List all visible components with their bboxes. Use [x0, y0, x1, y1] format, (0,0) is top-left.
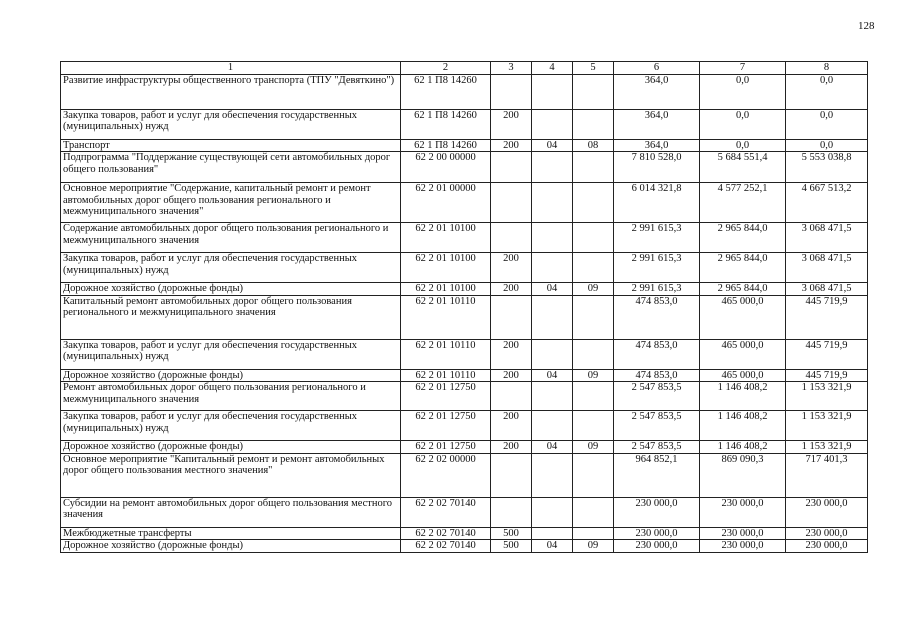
type-cell: 500	[491, 527, 532, 540]
description-cell: Подпрограмма "Поддержание существующей сети автомобильных дорог общего пользования"	[61, 152, 401, 183]
subsection-cell	[573, 152, 614, 183]
value-col7-cell: 4 577 252,1	[700, 183, 786, 223]
type-cell	[491, 382, 532, 411]
header-col-2: 2	[401, 62, 491, 75]
value-col7-cell: 0,0	[700, 109, 786, 139]
header-col-8: 8	[786, 62, 868, 75]
section-cell: 04	[532, 283, 573, 296]
value-col7-cell: 465 000,0	[700, 339, 786, 369]
code-cell: 62 2 01 10110	[401, 339, 491, 369]
code-cell: 62 2 02 70140	[401, 527, 491, 540]
value-col7-cell: 465 000,0	[700, 295, 786, 339]
section-cell	[532, 497, 573, 527]
table-row	[61, 74, 868, 109]
subsection-cell	[573, 109, 614, 139]
table-row	[61, 223, 868, 253]
description-cell: Ремонт автомобильных дорог общего пользования регионального и межмуниципального значения	[61, 382, 401, 411]
description-cell: Закупка товаров, работ и услуг для обеспечения государственных (муниципальных) нужд	[61, 253, 401, 283]
table-row	[61, 339, 868, 369]
section-cell	[532, 295, 573, 339]
description-cell: Основное мероприятие "Капитальный ремонт и ремонт автомобильных дорог общего пользования местного значения"	[61, 453, 401, 497]
value-col6-cell: 2 991 615,3	[614, 223, 700, 253]
section-cell	[532, 453, 573, 497]
value-col8-cell: 1 153 321,9	[786, 441, 868, 454]
code-cell: 62 2 01 10100	[401, 223, 491, 253]
value-col8-cell: 3 068 471,5	[786, 283, 868, 296]
type-cell: 200	[491, 339, 532, 369]
value-col6-cell: 230 000,0	[614, 540, 700, 553]
header-col-4: 4	[532, 62, 573, 75]
value-col7-cell: 0,0	[700, 139, 786, 152]
code-cell: 62 2 02 00000	[401, 453, 491, 497]
code-cell: 62 2 01 10110	[401, 295, 491, 339]
type-cell: 200	[491, 369, 532, 382]
value-col7-cell: 869 090,3	[700, 453, 786, 497]
value-col7-cell: 1 146 408,2	[700, 411, 786, 441]
value-col8-cell: 3 068 471,5	[786, 253, 868, 283]
code-cell: 62 1 П8 14260	[401, 109, 491, 139]
page-number: 128	[858, 20, 875, 32]
table-row	[61, 453, 868, 497]
value-col8-cell: 3 068 471,5	[786, 223, 868, 253]
value-col6-cell: 474 853,0	[614, 369, 700, 382]
table-row	[61, 527, 868, 540]
table-row	[61, 369, 868, 382]
subsection-cell	[573, 339, 614, 369]
code-cell: 62 2 01 00000	[401, 183, 491, 223]
section-cell: 04	[532, 139, 573, 152]
value-col7-cell: 1 146 408,2	[700, 382, 786, 411]
description-cell: Развитие инфраструктуры общественного транспорта (ТПУ "Девяткино")	[61, 74, 401, 109]
value-col8-cell: 0,0	[786, 139, 868, 152]
value-col7-cell: 2 965 844,0	[700, 223, 786, 253]
value-col6-cell: 6 014 321,8	[614, 183, 700, 223]
subsection-cell: 08	[573, 139, 614, 152]
type-cell	[491, 223, 532, 253]
table-row	[61, 183, 868, 223]
type-cell: 200	[491, 411, 532, 441]
value-col6-cell: 7 810 528,0	[614, 152, 700, 183]
table-row	[61, 139, 868, 152]
value-col7-cell: 465 000,0	[700, 369, 786, 382]
table-row	[61, 497, 868, 527]
value-col8-cell: 5 553 038,8	[786, 152, 868, 183]
subsection-cell	[573, 497, 614, 527]
type-cell	[491, 453, 532, 497]
table-row	[61, 411, 868, 441]
value-col7-cell: 5 684 551,4	[700, 152, 786, 183]
value-col6-cell: 230 000,0	[614, 497, 700, 527]
header-col-5: 5	[573, 62, 614, 75]
value-col7-cell: 1 146 408,2	[700, 441, 786, 454]
value-col8-cell: 0,0	[786, 74, 868, 109]
type-cell: 200	[491, 441, 532, 454]
subsection-cell	[573, 411, 614, 441]
value-col8-cell: 4 667 513,2	[786, 183, 868, 223]
header-col-7: 7	[700, 62, 786, 75]
subsection-cell	[573, 253, 614, 283]
description-cell: Капитальный ремонт автомобильных дорог общего пользования регионального и межмуниципального значения	[61, 295, 401, 339]
subsection-cell: 09	[573, 540, 614, 553]
value-col8-cell: 1 153 321,9	[786, 411, 868, 441]
description-cell: Закупка товаров, работ и услуг для обеспечения государственных (муниципальных) нужд	[61, 339, 401, 369]
code-cell: 62 2 01 10100	[401, 253, 491, 283]
section-cell: 04	[532, 369, 573, 382]
section-cell	[532, 253, 573, 283]
section-cell	[532, 74, 573, 109]
value-col6-cell: 2 547 853,5	[614, 382, 700, 411]
table-row	[61, 540, 868, 553]
header-row	[61, 62, 868, 75]
table-row	[61, 382, 868, 411]
value-col6-cell: 230 000,0	[614, 527, 700, 540]
code-cell: 62 2 01 12750	[401, 441, 491, 454]
value-col7-cell: 0,0	[700, 74, 786, 109]
subsection-cell	[573, 74, 614, 109]
type-cell: 200	[491, 139, 532, 152]
section-cell: 04	[532, 540, 573, 553]
value-col6-cell: 364,0	[614, 109, 700, 139]
subsection-cell	[573, 223, 614, 253]
code-cell: 62 1 П8 14260	[401, 139, 491, 152]
description-cell: Дорожное хозяйство (дорожные фонды)	[61, 441, 401, 454]
header-col-3: 3	[491, 62, 532, 75]
description-cell: Дорожное хозяйство (дорожные фонды)	[61, 540, 401, 553]
description-cell: Дорожное хозяйство (дорожные фонды)	[61, 369, 401, 382]
code-cell: 62 2 00 00000	[401, 152, 491, 183]
section-cell	[532, 183, 573, 223]
value-col8-cell: 445 719,9	[786, 339, 868, 369]
section-cell	[532, 223, 573, 253]
type-cell: 200	[491, 283, 532, 296]
header-col-1: 1	[61, 62, 401, 75]
budget-table	[60, 61, 868, 553]
table-row	[61, 283, 868, 296]
value-col6-cell: 474 853,0	[614, 295, 700, 339]
value-col6-cell: 964 852,1	[614, 453, 700, 497]
table-row	[61, 253, 868, 283]
section-cell	[532, 527, 573, 540]
value-col7-cell: 230 000,0	[700, 527, 786, 540]
code-cell: 62 2 02 70140	[401, 540, 491, 553]
description-cell: Основное мероприятие "Содержание, капитальный ремонт и ремонт автомобильных дорог общего пользования регионального и межмуниципального значения"	[61, 183, 401, 223]
type-cell	[491, 74, 532, 109]
value-col8-cell: 0,0	[786, 109, 868, 139]
value-col6-cell: 2 547 853,5	[614, 441, 700, 454]
type-cell: 200	[491, 253, 532, 283]
value-col7-cell: 2 965 844,0	[700, 283, 786, 296]
table-body	[61, 62, 868, 553]
section-cell	[532, 382, 573, 411]
description-cell: Транспорт	[61, 139, 401, 152]
value-col6-cell: 2 991 615,3	[614, 253, 700, 283]
value-col8-cell: 1 153 321,9	[786, 382, 868, 411]
type-cell: 200	[491, 109, 532, 139]
value-col8-cell: 230 000,0	[786, 497, 868, 527]
value-col8-cell: 445 719,9	[786, 369, 868, 382]
subsection-cell	[573, 295, 614, 339]
table-row	[61, 441, 868, 454]
value-col6-cell: 2 547 853,5	[614, 411, 700, 441]
subsection-cell	[573, 183, 614, 223]
code-cell: 62 1 П8 14260	[401, 74, 491, 109]
subsection-cell	[573, 453, 614, 497]
value-col8-cell: 230 000,0	[786, 527, 868, 540]
description-cell: Дорожное хозяйство (дорожные фонды)	[61, 283, 401, 296]
value-col6-cell: 474 853,0	[614, 339, 700, 369]
subsection-cell	[573, 527, 614, 540]
description-cell: Межбюджетные трансферты	[61, 527, 401, 540]
table-row	[61, 109, 868, 139]
subsection-cell: 09	[573, 283, 614, 296]
value-col7-cell: 230 000,0	[700, 497, 786, 527]
type-cell	[491, 152, 532, 183]
value-col8-cell: 717 401,3	[786, 453, 868, 497]
code-cell: 62 2 01 12750	[401, 411, 491, 441]
code-cell: 62 2 01 10100	[401, 283, 491, 296]
value-col8-cell: 445 719,9	[786, 295, 868, 339]
description-cell: Содержание автомобильных дорог общего пользования регионального и межмуниципального значения	[61, 223, 401, 253]
subsection-cell: 09	[573, 441, 614, 454]
value-col7-cell: 2 965 844,0	[700, 253, 786, 283]
value-col7-cell: 230 000,0	[700, 540, 786, 553]
section-cell	[532, 109, 573, 139]
code-cell: 62 2 01 12750	[401, 382, 491, 411]
value-col8-cell: 230 000,0	[786, 540, 868, 553]
code-cell: 62 2 02 70140	[401, 497, 491, 527]
subsection-cell	[573, 382, 614, 411]
table-row	[61, 295, 868, 339]
type-cell	[491, 497, 532, 527]
type-cell	[491, 295, 532, 339]
section-cell: 04	[532, 441, 573, 454]
description-cell: Закупка товаров, работ и услуг для обеспечения государственных (муниципальных) нужд	[61, 109, 401, 139]
value-col6-cell: 2 991 615,3	[614, 283, 700, 296]
code-cell: 62 2 01 10110	[401, 369, 491, 382]
description-cell: Субсидии на ремонт автомобильных дорог общего пользования местного значения	[61, 497, 401, 527]
section-cell	[532, 411, 573, 441]
value-col6-cell: 364,0	[614, 139, 700, 152]
header-col-6: 6	[614, 62, 700, 75]
section-cell	[532, 152, 573, 183]
type-cell	[491, 183, 532, 223]
type-cell: 500	[491, 540, 532, 553]
value-col6-cell: 364,0	[614, 74, 700, 109]
description-cell: Закупка товаров, работ и услуг для обеспечения государственных (муниципальных) нужд	[61, 411, 401, 441]
subsection-cell: 09	[573, 369, 614, 382]
table-row	[61, 152, 868, 183]
section-cell	[532, 339, 573, 369]
